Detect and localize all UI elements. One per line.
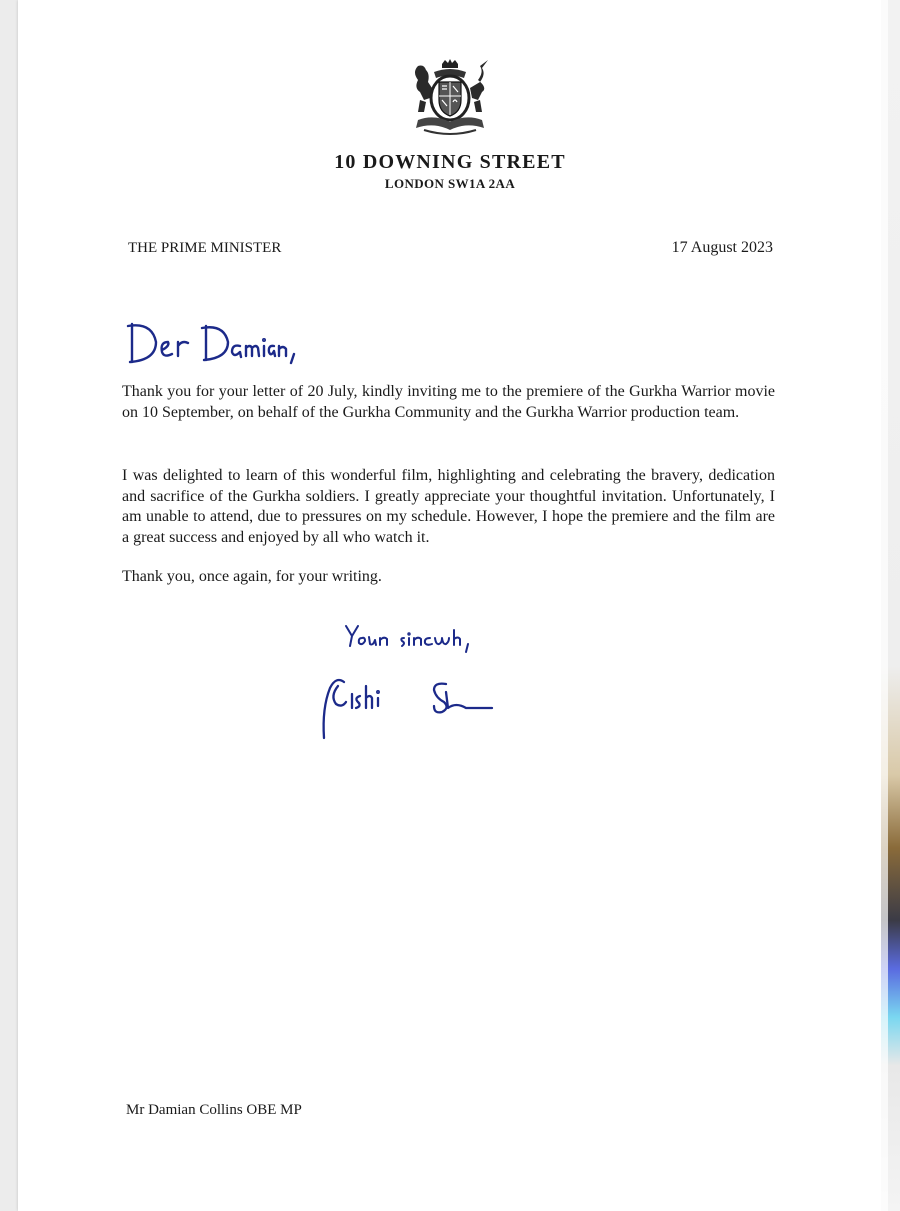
body-paragraph-3: Thank you, once again, for your writing.	[122, 568, 382, 585]
address-line-2: LONDON SW1A 2AA	[384, 176, 516, 191]
royal-coat-of-arms-icon	[404, 58, 496, 136]
address-line-1: 10 DOWNING STREET	[334, 151, 566, 173]
letter-date: 17 August 2023	[671, 239, 773, 256]
signature	[316, 668, 496, 740]
handwritten-salutation	[122, 316, 302, 368]
handwritten-closing	[342, 620, 494, 656]
sender-title: THE PRIME MINISTER	[128, 240, 282, 256]
recipient-name: Mr Damian Collins OBE MP	[126, 1102, 302, 1118]
body-paragraph-1: Thank you for your letter of 20 July, kindly inviting me to the premiere of the Gurkha Warrior movie on 10 September, on behalf of the Gurkha Community and the Gurkha Warrior production team.	[122, 383, 775, 421]
body-paragraph-2: I was delighted to learn of this wonderful film, highlighting and celebrating the bravery, dedication and sacrifice of the Gurkha soldiers. I greatly appreciate your thoughtful invitation. Unfortunately, I am unable to attend, due to pressures on my schedule. However, I hope the premiere and the film are a great success and enjoyed by all who watch it.	[122, 467, 775, 546]
